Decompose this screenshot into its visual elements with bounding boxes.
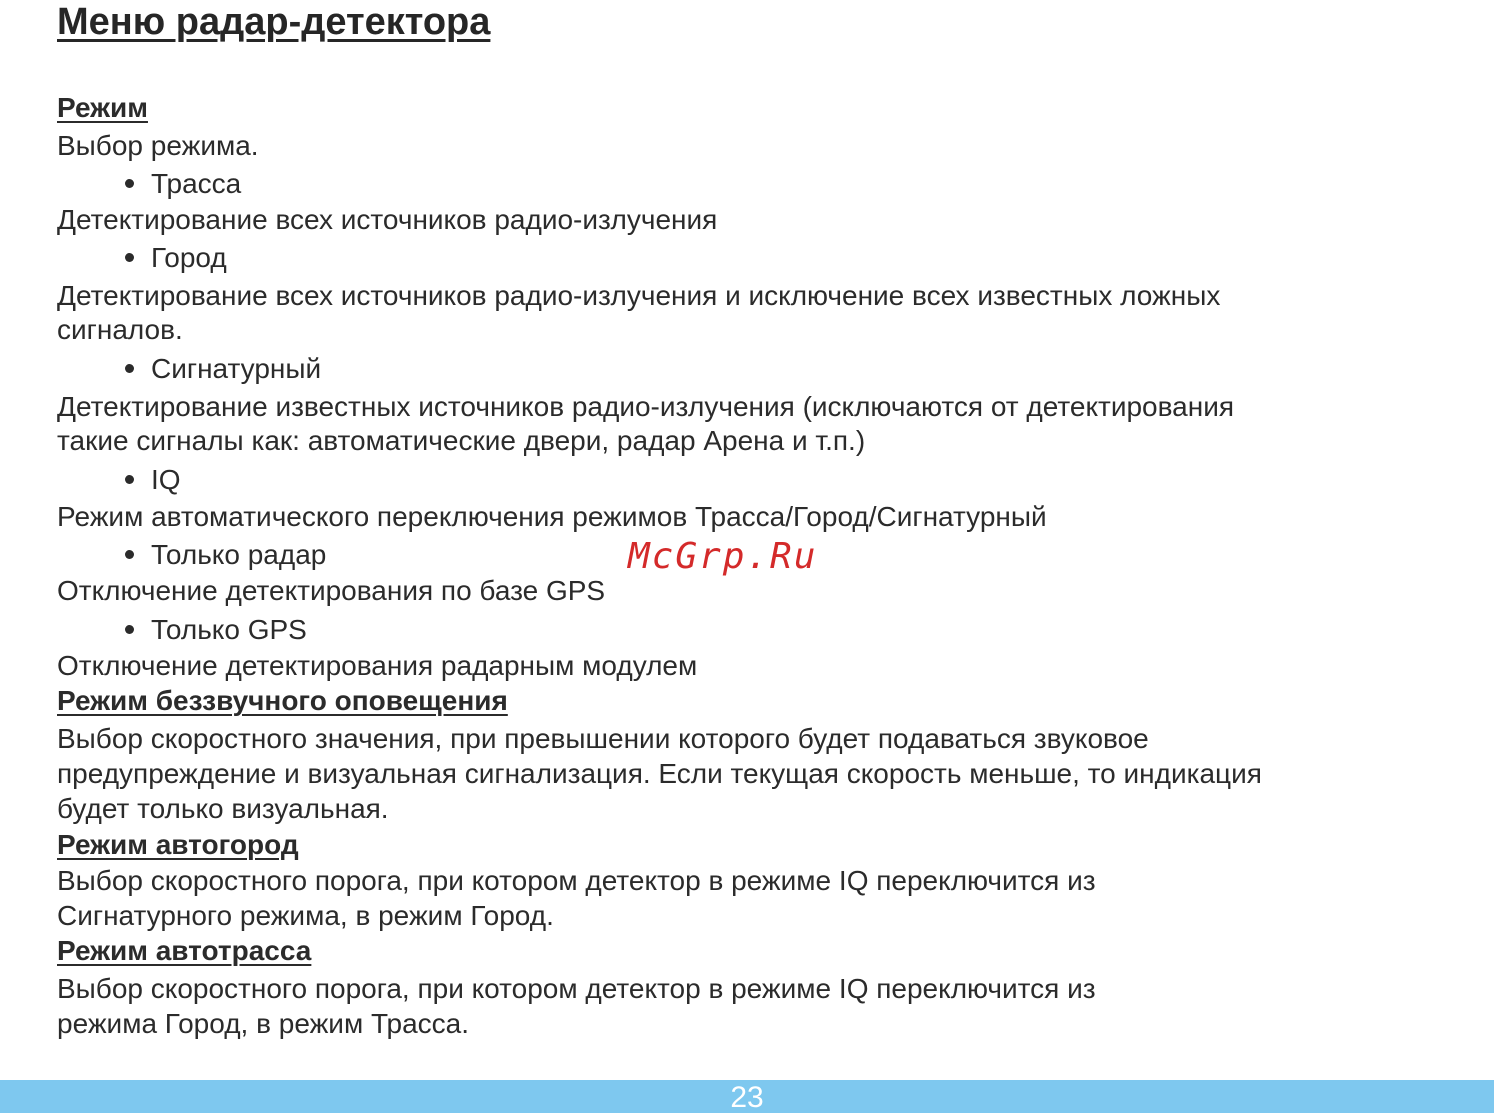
paragraph: Детектирование всех источников радио-излучения [57, 204, 718, 235]
list-item [125, 240, 227, 276]
paragraph: Детектирование всех источников радио-излучения и исключение всех известных ложных [57, 280, 1221, 311]
section-heading-autohighway: Режим автотрасса [57, 935, 312, 966]
paragraph: Отключение детектирования по базе GPS [57, 575, 606, 606]
section-heading-autocity: Режим автогород [57, 829, 299, 860]
bullet-icon [125, 179, 134, 188]
paragraph: режима Город, в режим Трасса. [57, 1008, 470, 1039]
bullet-icon [125, 625, 134, 634]
page-number: 23 [730, 1081, 764, 1114]
list-item [125, 166, 241, 202]
list-item [125, 537, 326, 573]
section-heading-mode: Режим [57, 92, 148, 123]
paragraph: такие сигналы как: автоматические двери, радар Арена и т.п.) [57, 425, 866, 456]
list-item [125, 612, 307, 648]
list-item-label: Сигнатурный [151, 353, 322, 384]
list-item-label: IQ [151, 464, 181, 495]
paragraph: Выбор скоростного порога, при котором детектор в режиме IQ переключится из [57, 973, 1096, 1004]
list-item-label: Город [151, 242, 227, 273]
footer-bar [0, 1080, 1494, 1113]
paragraph: Сигнатурного режима, в режим Город. [57, 900, 554, 931]
list-item-label: Только радар [151, 539, 327, 570]
paragraph: Отключение детектирования радарным модулем [57, 650, 698, 681]
paragraph: Выбор скоростного порога, при котором детектор в режиме IQ переключится из [57, 865, 1096, 896]
bullet-icon [125, 550, 134, 559]
list-item [125, 351, 321, 387]
paragraph: Выбор режима. [57, 130, 259, 161]
paragraph: предупреждение и визуальная сигнализация. Если текущая скорость меньше, то индикация [57, 758, 1262, 789]
bullet-icon [125, 364, 134, 373]
bullet-icon [125, 475, 134, 484]
paragraph: Детектирование известных источников радио-излучения (исключаются от детектирования [57, 391, 1235, 422]
bullet-icon [125, 253, 134, 262]
paragraph: Выбор скоростного значения, при превышении которого будет подаваться звуковое [57, 723, 1149, 754]
list-item-label: Трасса [151, 168, 242, 199]
section-heading-silent: Режим беззвучного оповещения [57, 685, 508, 716]
paragraph: будет только визуальная. [57, 793, 389, 824]
list-item-label: Только GPS [151, 614, 307, 645]
watermark: McGrp.Ru [628, 536, 818, 577]
page-title: Меню радар-детектора [57, 1, 491, 43]
paragraph: сигналов. [57, 314, 183, 345]
paragraph: Режим автоматического переключения режимов Трасса/Город/Сигнатурный [57, 501, 1047, 532]
list-item [125, 462, 181, 498]
